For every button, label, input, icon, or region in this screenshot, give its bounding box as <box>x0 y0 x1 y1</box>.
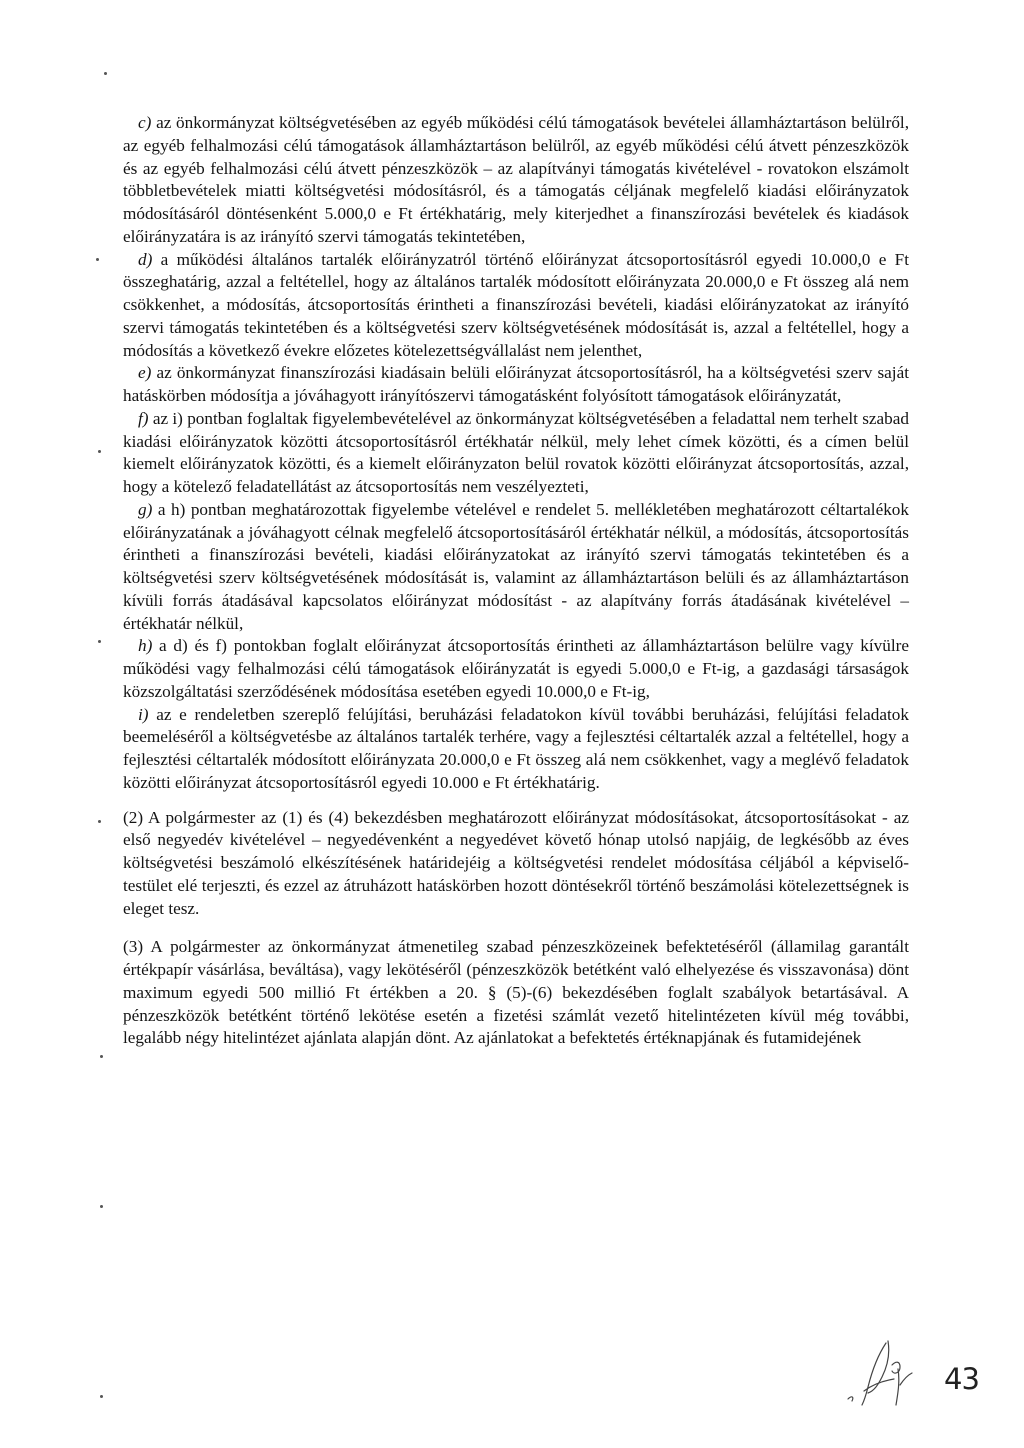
scan-speck <box>98 640 101 643</box>
scan-speck <box>104 72 107 75</box>
signature-icon <box>838 1335 928 1415</box>
document-body <box>123 112 909 1050</box>
point-text: az önkormányzat költségvetésében az egyéb működési célú támogatások bevételei államháztartáson belülről, az egyéb felhalmozási célú támogatások államháztartáson belülről, az egyéb működési célú átvett pénzeszközök és az egyéb felhalmozási célú átvett pénzeszközök – az alapítványi támogatás kivételével - rovatokon elszámolt többletbevételek miatti költségvetési módosításról, és a támogatás céljának megfelelő kiadási előirányzatok módosításáról döntésenként 5.000,0 e Ft értékhatárig, mely kiterjedhet a finanszírozási bevételek és kiadások előirányzatára is az irányító szervi támogatás tekintetében, <box>123 113 909 246</box>
point-c <box>123 112 909 249</box>
point-text: az i) pontban foglaltak figyelembevételével az önkormányzat költségvetésében a feladattal nem terhelt szabad kiadási előirányzatok közötti átcsoportosításról értékhatár nélkül, mely lehet címek közötti, és a címen belül kiemelt előirányzatok közötti, és a kiemelt előirányzaton belül rovatok közötti előirányzat átcsoportosítás, azzal, hogy a kötelező feladatellátást az átcsoportosítás nem veszélyezteti, <box>123 408 909 496</box>
page-number: 43 <box>944 1362 979 1396</box>
section-3 <box>123 936 909 1050</box>
point-text: a d) és f) pontokban foglalt előirányzat átcsoportosítás érintheti az államháztartáson belülre vagy kívülre működési vagy felhalmozási célú támogatások előirányzatát is egyedi 5.000,0 e Ft-ig, a gazdasági társaságok közszolgáltatási szerződésének módosítása esetében egyedi 10.000,0 e Ft-ig, <box>123 636 909 701</box>
point-e <box>123 362 909 408</box>
scan-speck <box>98 820 101 823</box>
point-text: a működési általános tartalék előirányzatról történő előirányzat átcsoportosításról egyedi 10.000,0 e Ft összeghatárig, azzal a feltétellel, hogy az általános tartalék módosított előirányzata 20.000,0 e Ft összeg alá nem csökkenhet, a módosítás, átcsoportosítás érintheti a finanszírozási bevételi, kiadási előirányzatokat az irányító szervi támogatás tekintetében és a költségvetési szerv költségvetésének módosítását is, azzal a feltétellel, hogy a módosítás a következő évekre előzetes kötelezettségvállalást nem jelenthet, <box>123 249 909 360</box>
point-marker: c) <box>138 113 152 132</box>
scan-speck <box>96 258 99 261</box>
point-f <box>123 408 909 499</box>
point-text: az e rendeletben szereplő felújítási, beruházási feladatokon kívül további beruházási, felújítási feladatok beemeléséről a költségvetésbe az általános tartalék terhére, vagy a fejlesztési céltartalék azzal a feltétellel, hogy a fejlesztési céltartalék módosított előirányzata 20.000,0 e Ft összeg alá nem csökkenhet, vagy a meglévő feladatok közötti előirányzat átcsoportosításról egyedi 10.000 e Ft értékhatárig. <box>123 704 909 792</box>
point-i <box>123 704 909 795</box>
point-marker: g) <box>138 499 153 519</box>
point-marker: f) <box>138 408 149 428</box>
point-g <box>123 499 909 636</box>
point-d <box>123 249 909 363</box>
point-marker: e) <box>138 363 152 383</box>
scan-speck <box>100 1055 103 1058</box>
scan-speck <box>100 1395 103 1398</box>
point-text: a h) pontban meghatározottak figyelembe vételével e rendelet 5. mellékletében meghatározott céltartalékok előirányzatának a jóváhagyott célnak megfelelő átcsoportosításáról értékhatár nélkül, a módosítás, átcsoportosítás érintheti a finanszírozási bevételi, kiadási előirányzatokat az irányító szervi támogatás tekintetében és a költségvetési szerv költségvetésének módosítását is, valamint az államháztartáson belüli és az államháztartáson kívüli forrás átadásával kapcsolatos előirányzat módosítást - az alapítvány forrás átadásának kivételével – értékhatár nélkül, <box>123 499 909 633</box>
point-marker: h) <box>138 636 153 656</box>
scan-speck <box>98 450 101 453</box>
section-2 <box>123 807 909 921</box>
point-text: az önkormányzat finanszírozási kiadásain belüli előirányzat átcsoportosításról, ha a költségvetési szerv saját hatáskörben módosítja a jóváhagyott irányítószervi támogatásként folyósított támogatások előirányzatát, <box>123 363 909 405</box>
section-text: (3) A polgármester az önkormányzat átmenetileg szabad pénzeszközeinek befektetéséről (államilag garantált értékpapír vásárlása, beváltása), vagy lekötéséről (pénzeszközök betétként való elhelyezése és visszavonása) dönt maximum egyedi 500 millió Ft értékben a 20. § (5)-(6) bekezdésében foglalt szabályok betartásával. A pénzeszközök betétként történő lekötése esetén a fizetési számlát vezető hitelintézeten kívül még további, legalább négy hitelintézet ajánlata alapján dönt. Az ajánlatokat a befektetés értéknapjának és futamidejének <box>123 937 909 1048</box>
scan-speck <box>100 1205 103 1208</box>
section-text: (2) A polgármester az (1) és (4) bekezdésben meghatározott előirányzat módosításokat, átcsoportosításokat - az első negyedév kivételével – negyedévenként a negyedévet követő hónap utolsó napjáig, de legkésőbb az éves költségvetési beszámoló elkészítésének határidejéig a költségvetési rendelet módosítása céljából a képviselő-testület elé terjeszti, és ezzel az átruházott hatáskörben hozott döntésekről történő beszámolási kötelezettségnek is eleget tesz. <box>123 807 909 918</box>
point-marker: i) <box>138 704 149 724</box>
point-marker: d) <box>138 249 153 269</box>
point-h <box>123 635 909 703</box>
